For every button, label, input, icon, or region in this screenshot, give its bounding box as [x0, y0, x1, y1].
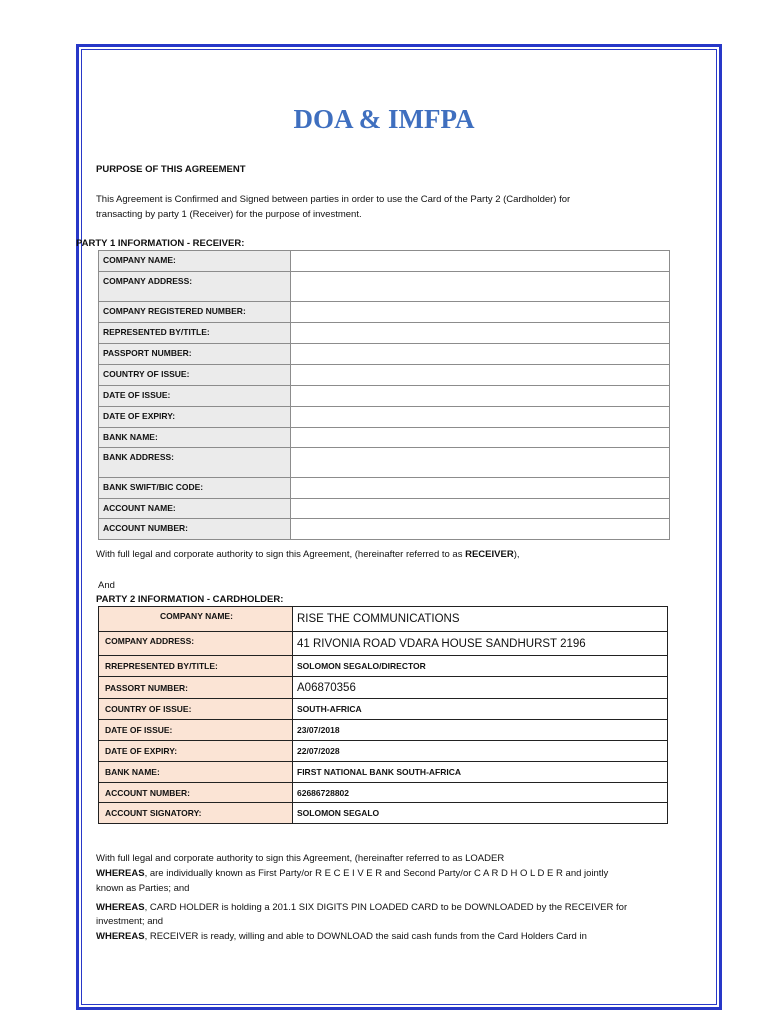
field-value: SOUTH-AFRICA	[293, 699, 668, 720]
field-value: 62686728802	[293, 783, 668, 803]
field-value: 41 RIVONIA ROAD VDARA HOUSE SANDHURST 2196	[293, 632, 668, 656]
field-value: A06870356	[293, 677, 668, 699]
field-value: RISE THE COMMUNICATIONS	[293, 607, 668, 632]
table-row	[99, 251, 670, 272]
field-value[interactable]	[291, 302, 670, 323]
whereas-word: WHEREAS	[96, 868, 145, 879]
whereas-clause-1	[96, 866, 676, 881]
purpose-heading: PURPOSE OF THIS AGREEMENT	[96, 164, 246, 175]
field-label: REPRESENTED BY/TITLE:	[99, 323, 291, 344]
authority-text-suffix: ),	[513, 549, 520, 560]
field-label: COUNTRY OF ISSUE:	[99, 365, 291, 386]
table-row	[99, 428, 670, 448]
receiver-label: RECEIVER	[465, 549, 514, 560]
table-row	[99, 607, 668, 632]
table-row	[99, 677, 668, 699]
field-label: BANK NAME:	[99, 762, 293, 783]
field-label: DATE OF EXPIRY:	[99, 407, 291, 428]
whereas-clause-3-text: , RECEIVER is ready, willing and able to DOWNLOAD the said cash funds from the Card Holders Card in	[144, 931, 587, 942]
whereas-clause-2-cont: investment; and	[96, 916, 164, 927]
table-row	[99, 302, 670, 323]
field-label: ACCOUNT SIGNATORY:	[99, 803, 293, 824]
party2-heading: PARTY 2 INFORMATION - CARDHOLDER:	[96, 594, 284, 605]
table-row	[99, 323, 670, 344]
field-value: 23/07/2018	[293, 720, 668, 741]
field-label: ACCOUNT NAME:	[99, 499, 291, 519]
table-row	[99, 699, 668, 720]
field-label: DATE OF EXPIRY:	[99, 741, 293, 762]
field-value[interactable]	[291, 344, 670, 365]
field-value[interactable]	[291, 365, 670, 386]
field-label: COMPANY NAME:	[99, 251, 291, 272]
table-row	[99, 448, 670, 478]
whereas-clause-1-cont: known as Parties; and	[96, 883, 190, 894]
party1-heading: PARTY 1 INFORMATION - RECEIVER:	[76, 238, 245, 249]
whereas-clause-2-text: , CARD HOLDER is holding a 201.1 SIX DIGITS PIN LOADED CARD to be DOWNLOADED by the RECEIVER for	[144, 902, 628, 913]
party2-table	[98, 606, 668, 824]
field-value[interactable]	[291, 499, 670, 519]
field-value: 22/07/2028	[293, 741, 668, 762]
authority-text-receiver	[96, 547, 520, 562]
field-value: SOLOMON SEGALO/DIRECTOR	[293, 656, 668, 677]
field-label: COMPANY ADDRESS:	[99, 632, 293, 656]
field-value: FIRST NATIONAL BANK SOUTH-AFRICA	[293, 762, 668, 783]
whereas-clause-3	[96, 929, 587, 944]
field-label: BANK ADDRESS:	[99, 448, 291, 478]
table-row	[99, 478, 670, 499]
field-label: BANK SWIFT/BIC CODE:	[99, 478, 291, 499]
table-row	[99, 720, 668, 741]
authority-text-prefix: With full legal and corporate authority to sign this Agreement, (hereinafter referred to as	[96, 549, 466, 560]
field-label: RREPRESENTED BY/TITLE:	[99, 656, 293, 677]
field-label: PASSPORT NUMBER:	[99, 344, 291, 365]
table-row	[99, 656, 668, 677]
field-value: SOLOMON SEGALO	[293, 803, 668, 824]
purpose-text-line-1: This Agreement is Confirmed and Signed between parties in order to use the Card of the Party 2 (Cardholder) for	[96, 194, 571, 205]
whereas-clause-1-text: , are individually known as First Party/or R E C E I V E R and Second Party/or C A R D H O L D E R and jointly	[144, 868, 609, 879]
table-row	[99, 632, 668, 656]
field-label: DATE OF ISSUE:	[99, 386, 291, 407]
table-row	[99, 365, 670, 386]
field-value[interactable]	[291, 323, 670, 344]
table-row	[99, 499, 670, 519]
field-value[interactable]	[291, 428, 670, 448]
table-row	[99, 803, 668, 824]
table-row	[99, 386, 670, 407]
and-text: And	[98, 580, 115, 591]
table-row	[99, 344, 670, 365]
table-row	[99, 741, 668, 762]
whereas-word: WHEREAS	[96, 931, 145, 942]
whereas-clause-2	[96, 900, 627, 915]
document-title: DOA & IMFPA	[293, 104, 475, 134]
field-value[interactable]	[291, 448, 670, 478]
field-label: DATE OF ISSUE:	[99, 720, 293, 741]
field-label: ACCOUNT NUMBER:	[99, 519, 291, 540]
field-value[interactable]	[291, 519, 670, 540]
purpose-text-line-2: transacting by party 1 (Receiver) for the purpose of investment.	[96, 209, 362, 220]
table-row	[99, 762, 668, 783]
field-value[interactable]	[291, 251, 670, 272]
table-row	[99, 407, 670, 428]
table-row	[99, 783, 668, 803]
authority-text-loader: With full legal and corporate authority to sign this Agreement, (hereinafter referred to as LOADER	[96, 853, 505, 864]
field-value[interactable]	[291, 478, 670, 499]
field-label: COMPANY NAME:	[99, 607, 293, 632]
table-row	[99, 272, 670, 302]
field-value[interactable]	[291, 272, 670, 302]
field-label: BANK NAME:	[99, 428, 291, 448]
whereas-word: WHEREAS	[96, 902, 145, 913]
table-row	[99, 519, 670, 540]
field-label: COMPANY REGISTERED NUMBER:	[99, 302, 291, 323]
party1-table	[98, 250, 670, 540]
field-label: COMPANY ADDRESS:	[99, 272, 291, 302]
field-label: ACCOUNT NUMBER:	[99, 783, 293, 803]
field-value[interactable]	[291, 386, 670, 407]
field-label: COUNTRY OF ISSUE:	[99, 699, 293, 720]
field-label: PASSORT NUMBER:	[99, 677, 293, 699]
field-value[interactable]	[291, 407, 670, 428]
